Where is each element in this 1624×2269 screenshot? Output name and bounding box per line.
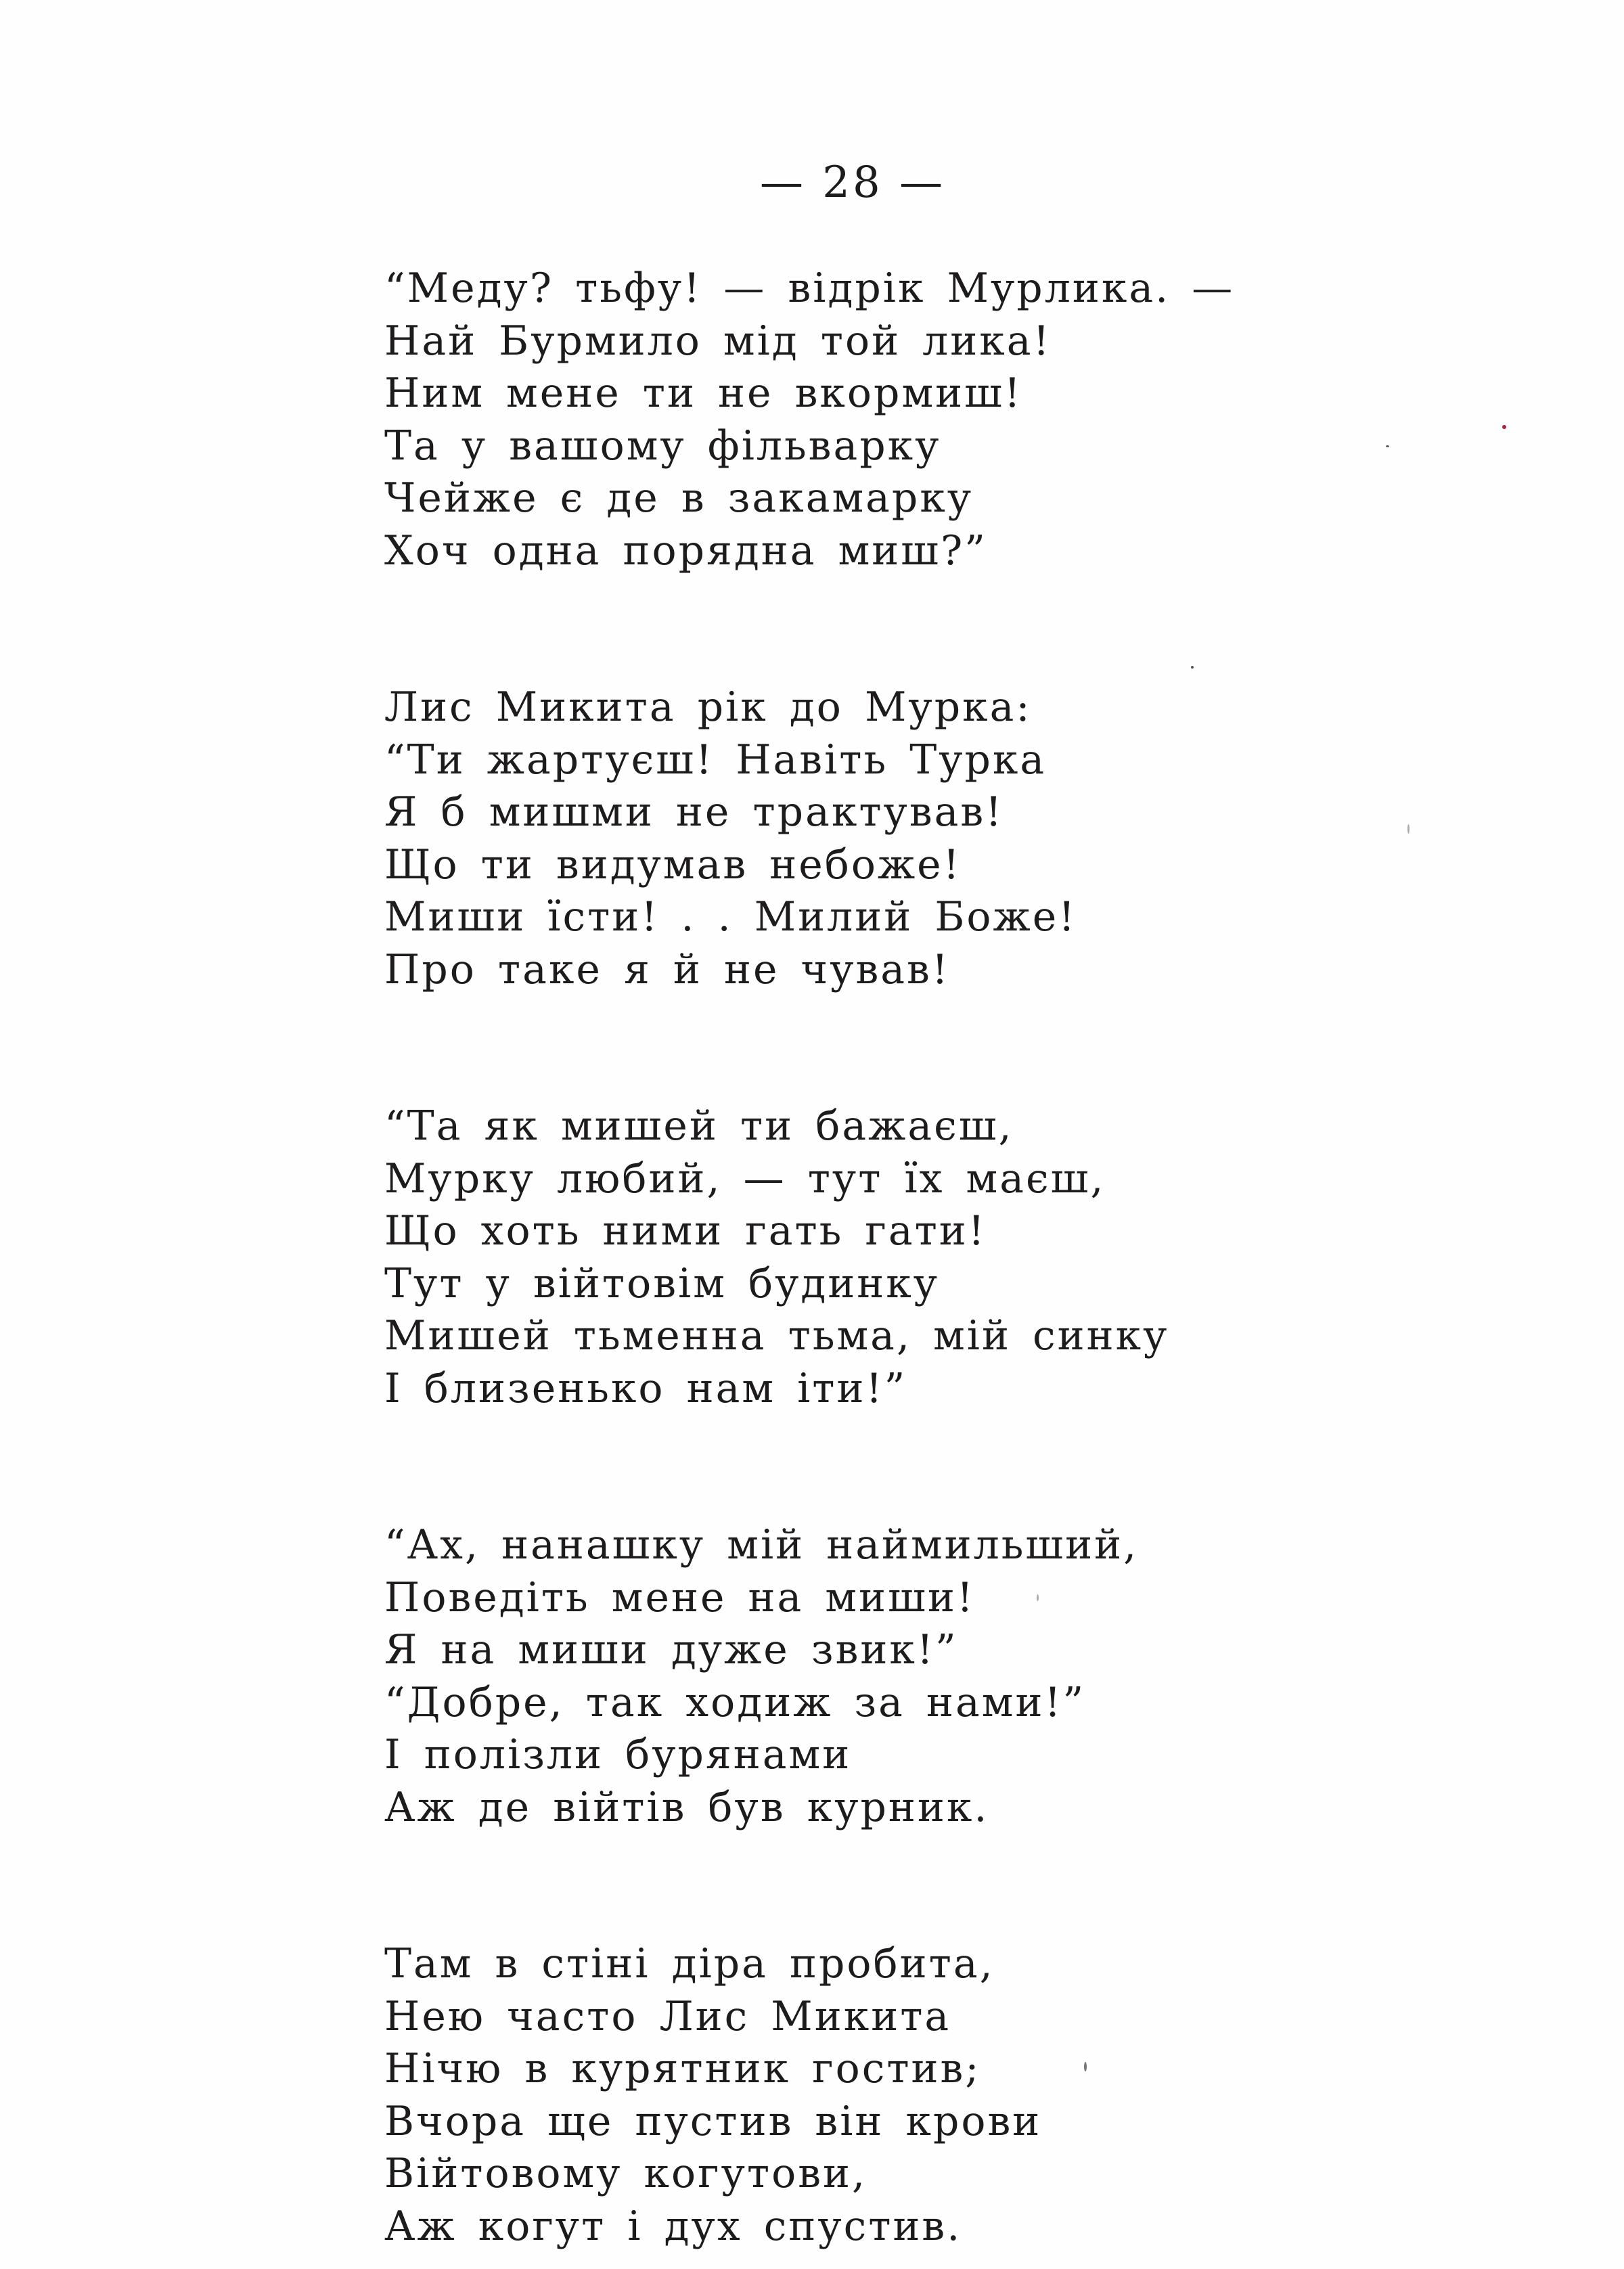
verse-line: Аж де війтів був курник. — [384, 1783, 989, 1831]
verse-line: Лис Микита рік до Мурка: — [384, 683, 1032, 731]
verse-line: Миши їсти! . . Милий Боже! — [384, 893, 1077, 941]
ink-speck — [1386, 445, 1389, 447]
stanza-1 — [384, 263, 1399, 577]
verse-line: Я б мишми не трактував! — [384, 788, 1004, 836]
verse-line: Про таке я й не чував! — [384, 945, 950, 993]
verse-line: Хоч одна порядна миш?” — [384, 526, 987, 575]
verse-line: Що хоть ними гать гати! — [384, 1207, 987, 1255]
verse-line: “Ти жартуєш! Навіть Турка — [384, 736, 1047, 784]
verse-line: Поведіть мене на миши! — [384, 1573, 975, 1621]
verse-line: Мишей тьменна тьма, мій синку — [384, 1312, 1169, 1360]
verse-line: Та у вашому фільварку — [384, 422, 941, 470]
verse-line: Тут у війтовім будинку — [384, 1259, 940, 1307]
stanza-3 — [384, 1100, 1399, 1415]
ink-speck — [1084, 2062, 1087, 2071]
verse-line: Ним мене ти не вкормиш! — [384, 369, 1022, 417]
verse-line: Мурку любий, — тут їх маєш, — [384, 1154, 1106, 1203]
verse-line: Най Бурмило мід той лика! — [384, 317, 1052, 365]
verse-line: Війтовому когутови, — [384, 2150, 867, 2197]
verse-line: І полізли бурянами — [384, 1731, 852, 1778]
ink-speck — [1407, 824, 1409, 834]
poem — [384, 263, 1399, 2253]
verse-line: І близенько нам іти!” — [384, 1364, 907, 1412]
verse-line: Що ти видумав небоже! — [384, 840, 962, 889]
ink-speck — [1191, 666, 1194, 669]
ink-speck — [1502, 425, 1506, 429]
stanza-4 — [384, 1519, 1399, 1834]
verse-line: Нею часто Лис Микита — [384, 1992, 951, 2040]
verse-line: “Ах, нанашку мій наймильший, — [384, 1521, 1139, 1569]
verse-line: “Добре, так ходиж за нами!” — [384, 1678, 1086, 1726]
verse-line: Чейже є де в закамарку — [384, 474, 974, 522]
page-number: — 28 — — [759, 158, 946, 208]
verse-line: “Та як мишей ти бажаєш, — [384, 1102, 1014, 1150]
stanza-2 — [384, 681, 1399, 996]
verse-line: Аж когут і дух спустив. — [384, 2202, 962, 2250]
verse-line: Вчора ще пустив він крови — [384, 2097, 1042, 2145]
ink-speck — [1037, 1594, 1039, 1601]
verse-line: Нічю в курятник гостив; — [384, 2045, 981, 2092]
verse-line: Я на миши дуже звик!” — [384, 1626, 958, 1673]
verse-line: Там в стіні діра пробита, — [384, 1940, 995, 1987]
verse-line: “Меду? тьфу! — відрік Мурлика. — — [384, 265, 1235, 312]
stanza-5 — [384, 1938, 1399, 2253]
